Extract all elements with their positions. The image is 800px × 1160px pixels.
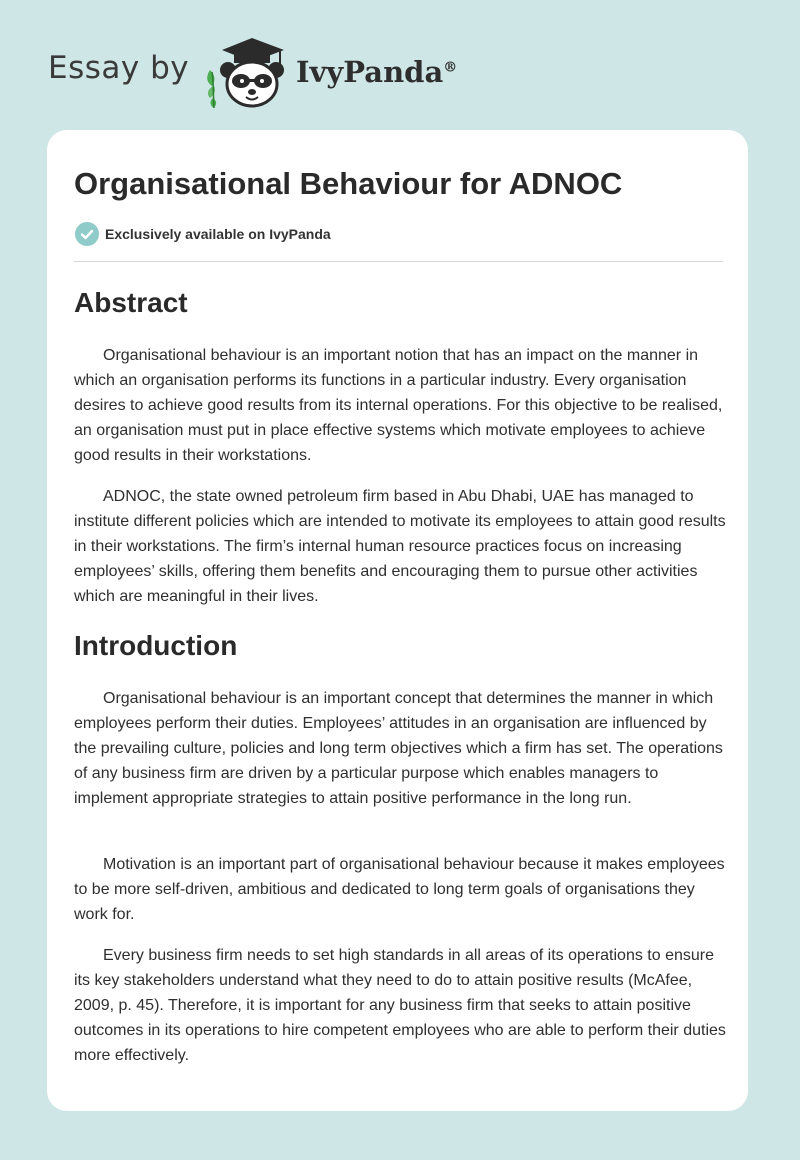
registered-mark: ® — [443, 59, 458, 76]
brand-name-text: IvyPanda — [296, 55, 444, 89]
brand-name[interactable] — [296, 55, 457, 89]
introduction-paragraph-1: Organisational behaviour is an important concept that determines the manner in which employees perform their duties. Employees’ attitudes in an organisation are influenced by the prevailing culture, policies and long term objectives which a firm has set. The operations of any business firm are driven by a particular purpose which enables managers to implement appropriate strategies to attain positive performance in the long run. — [74, 690, 723, 807]
introduction-paragraph-3: Every business firm needs to set high standards in all areas of its operations to ensure its key stakeholders understand what they need to do to attain positive results (McAfee, 2009, p. 45). Therefore, it is important for any business firm that seeks to attain positive outcomes in its operations to hire competent employees who are able to perform their duties more effectively. — [74, 947, 726, 1064]
section-heading-introduction: Introduction — [74, 630, 238, 661]
exclusive-badge — [75, 222, 331, 246]
essay-card — [47, 130, 748, 1111]
abstract-paragraph-1: Organisational behaviour is an important notion that has an impact on the manner in which an organisation performs its functions in a particular industry. Every organisation desires to achieve good results from its internal operations. For this objective to be realised, an organisation must put in place effective systems which motivate employees to achieve good results in their workstations. — [74, 347, 723, 464]
check-circle-icon — [75, 222, 99, 246]
site-header — [0, 0, 800, 130]
ivypanda-logo-icon[interactable] — [200, 36, 292, 110]
abstract-paragraph-2: ADNOC, the state owned petroleum firm based in Abu Dhabi, UAE has managed to institute different policies which are intended to motivate its employees to attain good results in their workstations. The firm’s internal human resource practices focus on increasing employees’ skills, offering them benefits and encouraging them to pursue other activities which are meaningful in their lives. — [74, 488, 726, 605]
essay-by-label: Essay by — [48, 50, 190, 86]
essay-title: Organisational Behaviour for ADNOC — [74, 166, 623, 201]
title-divider — [74, 261, 723, 262]
introduction-paragraph-2: Motivation is an important part of organisational behaviour because it makes employees to be more self-driven, ambitious and dedicated to long term goals of organisations they work for. — [74, 856, 725, 923]
exclusive-badge-text: Exclusively available on IvyPanda — [105, 226, 331, 242]
section-heading-abstract: Abstract — [74, 287, 188, 318]
